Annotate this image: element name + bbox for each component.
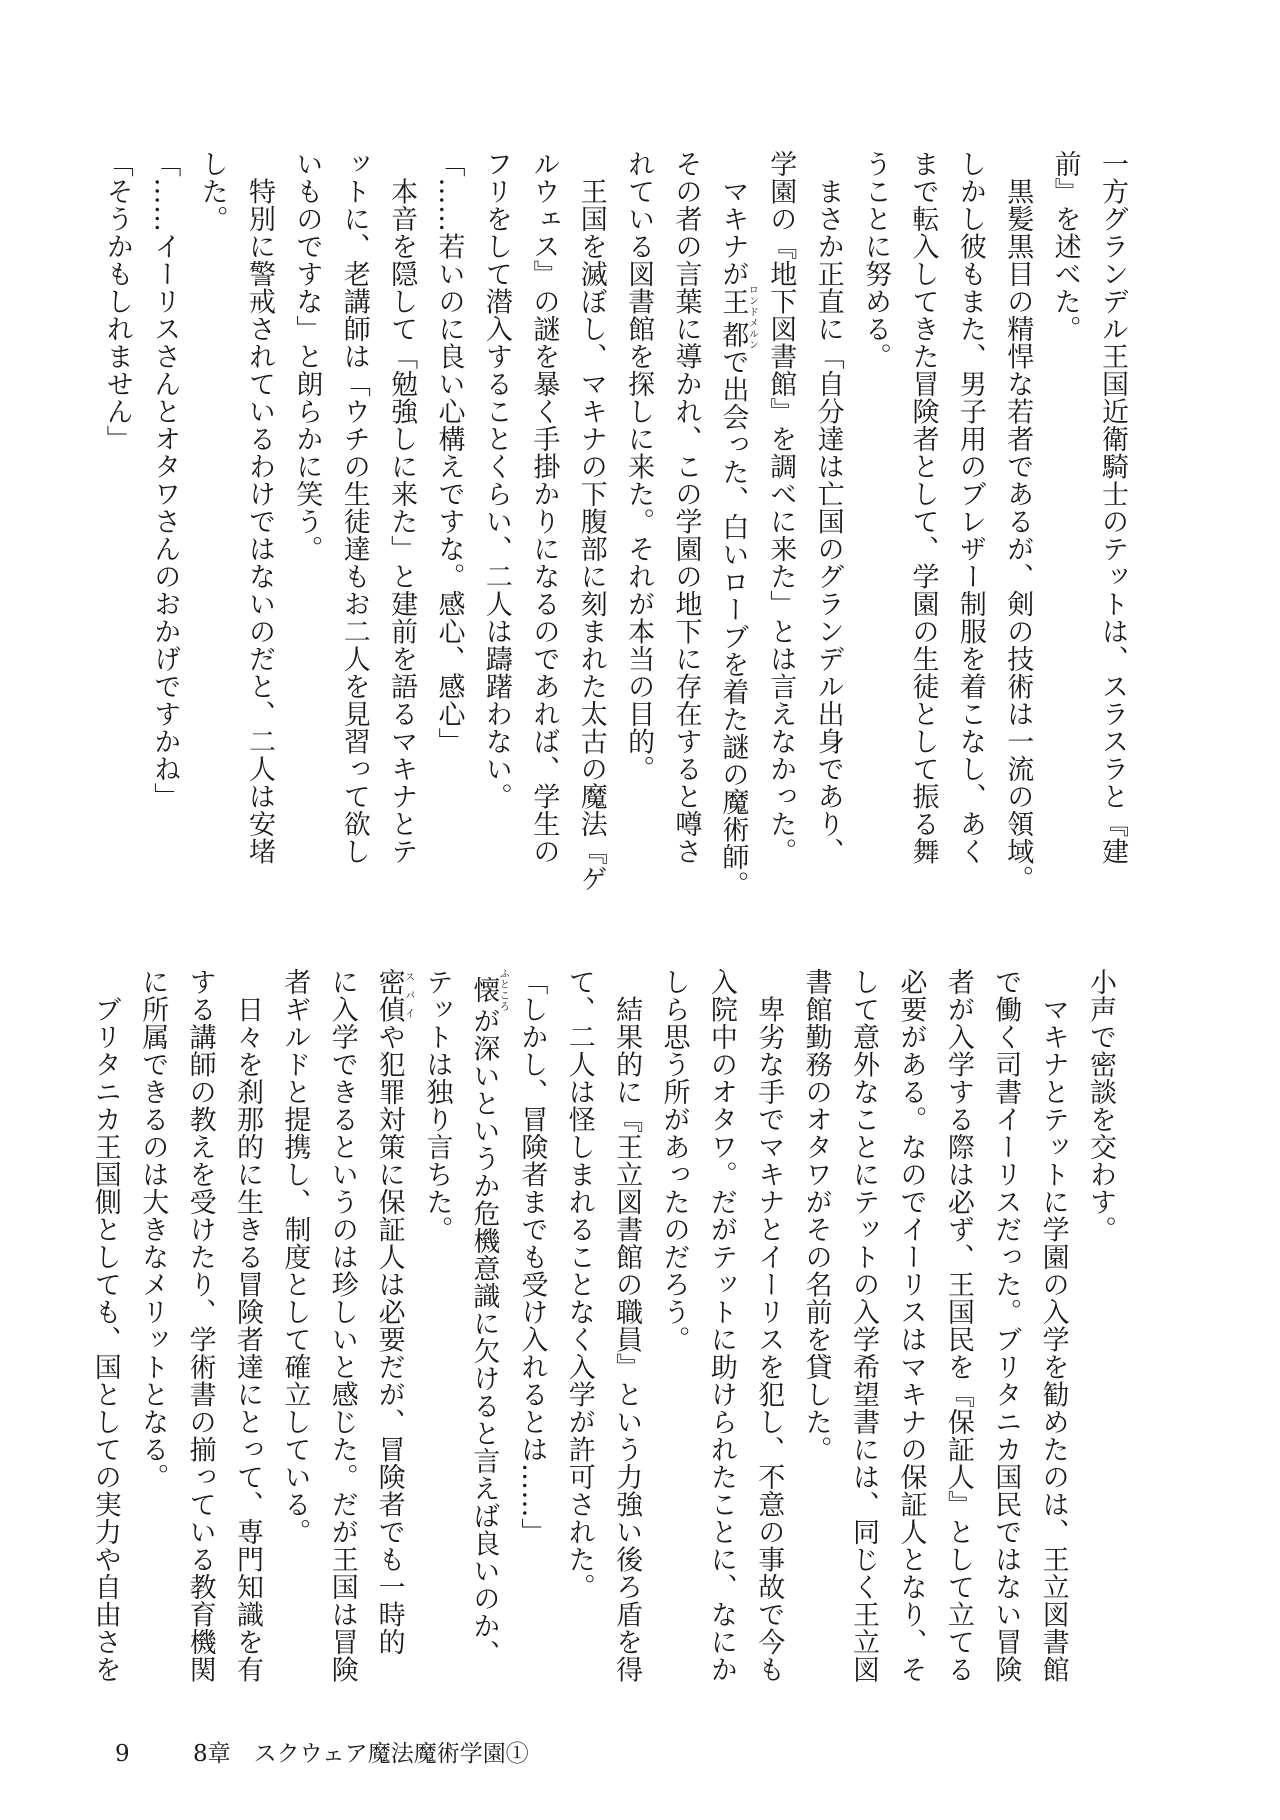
ruby-text: ふところ: [497, 968, 509, 1012]
bottom-text-block: [81, 968, 1124, 1698]
ruby-annotation: [468, 968, 509, 1012]
text-column: ルウェス』の謎を暴く手掛かりになるのであれば、学生の: [528, 150, 560, 865]
text-column: に入学できるというのは珍しいと感じた。だが王国は冒険: [326, 968, 358, 1683]
text-column: して意外なことにテットの入学希望書には、同じく王立図: [848, 968, 880, 1683]
ruby-annotation: [717, 284, 758, 351]
text-segment: が深いというか危機意識に欠けると言えば良いのか、: [468, 1007, 500, 1667]
ruby-base: 密偵: [373, 968, 405, 1023]
text-column: しら思う所があったのだろう。: [658, 968, 690, 1353]
text-column: 学園の『地下図書館』を調べに来た」とは言えなかった。: [765, 150, 797, 865]
ruby-base: 懐: [468, 968, 500, 1012]
text-column: うことに努める。: [860, 150, 892, 370]
text-column: 必要がある。なのでイーリスはマキナの保証人となり、そ: [895, 968, 927, 1683]
text-column: 王国を滅ぼし、マキナの下腹部に刻まれた太古の魔法『ゲ: [575, 150, 607, 893]
text-column: 「……イーリスさんとオタワさんのおかげですかね」: [149, 150, 181, 810]
text-column: 本音を隠して「勉強しに来た」と建前を語るマキナとテ: [386, 150, 418, 865]
chapter-title: 8章 スクウェア魔法魔術学園①: [193, 1741, 529, 1767]
text-column: その者の言葉に導かれ、この学園の地下に存在すると噂さ: [670, 150, 702, 865]
text-column: する講師の教えを受けたり、学術書の揃っている教育機関: [184, 968, 216, 1683]
text-column: 書館勤務のオタワがその名前を貸した。: [800, 968, 832, 1463]
text-segment: や犯罪対策に保証人は必要だが、冒険者でも一時的: [373, 1023, 405, 1656]
text-column: 特別に警戒されているわけではないのだと、二人は安堵: [243, 150, 275, 865]
text-column: れている図書館を探しに来た。それが本当の目的。: [623, 150, 655, 783]
ruby-text: スパイ: [402, 968, 414, 1023]
text-column-with-ruby: [461, 968, 508, 1698]
text-column: 者が入学する際は必ず、王国民を『保証人』として立てる: [942, 968, 974, 1683]
text-column: した。: [196, 150, 228, 233]
text-column: テットは独り言ちた。: [421, 968, 453, 1243]
text-column-with-ruby: [366, 968, 413, 1698]
text-column: 「しかし、冒険者までも受け入れるとは……」: [516, 968, 548, 1546]
text-column: ットに、老講師は「ウチの生徒達もお二人を見習って欲し: [338, 150, 370, 865]
text-column: 者ギルドと提携し、制度として確立している。: [279, 968, 311, 1546]
text-column: まさか正直に「自分達は亡国のグランデル出身であり、: [812, 150, 844, 865]
text-column: 一方グランデル王国近衛騎士のテットは、スラスラと『建: [1097, 150, 1128, 865]
text-column: で働く司書イーリスだった。ブリタニカ国民ではない冒険: [990, 968, 1022, 1683]
text-column: 「……若いのに良い心構えですな。感心、感心」: [433, 150, 465, 755]
ruby-text: ロンドメルン: [746, 284, 758, 351]
text-column-with-ruby: [709, 150, 758, 898]
text-column: て、二人は怪しまれることなく入学が許可された。: [563, 968, 595, 1601]
text-column: いものですな」と朗らかに笑う。: [291, 150, 323, 563]
text-column: 「そうかもしれません」: [101, 150, 133, 453]
page-number: 9: [115, 1741, 130, 1767]
ruby-base: 王都: [717, 284, 749, 351]
text-column: フリをして潜入することくらい、二人は躊躇わない。: [480, 150, 512, 810]
text-column: に所属できるのは大きなメリットとなる。: [137, 968, 169, 1491]
text-column: ブリタニカ王国側としても、国としての実力や自由さを: [89, 968, 121, 1683]
text-segment: マキナが: [717, 150, 749, 288]
text-column: 黒髪黒目の精悍な若者であるが、剣の技術は一流の領域。: [1002, 150, 1034, 893]
text-column: マキナとテットに学園の入学を勧めたのは、王立図書館: [1037, 968, 1069, 1683]
page-footer: [115, 1735, 529, 1768]
text-column: 小声で密談を交わす。: [1085, 968, 1116, 1243]
text-column: 卑劣な手でマキナとイーリスを犯し、不意の事故で今も: [753, 968, 785, 1683]
text-column: 前』を述べた。: [1049, 150, 1081, 343]
ruby-annotation: [373, 968, 414, 1023]
text-column: 入院中のオタワ。だがテットに助けられたことに、なにか: [705, 968, 737, 1683]
top-text-block: [93, 150, 1136, 898]
text-column: 結果的に『王立図書館の職員』という力強い後ろ盾を得: [611, 968, 643, 1683]
text-column: まで転入してきた冒険者として、学園の生徒として振る舞: [907, 150, 939, 865]
text-segment: で出会った、白いローブを着た謎の魔術師。: [717, 348, 749, 898]
text-column: 日々を刹那的に生きる冒険者達にとって、専門知識を有: [231, 968, 263, 1683]
text-column: しかし彼もまた、男子用のブレザー制服を着こなし、あく: [954, 150, 986, 865]
